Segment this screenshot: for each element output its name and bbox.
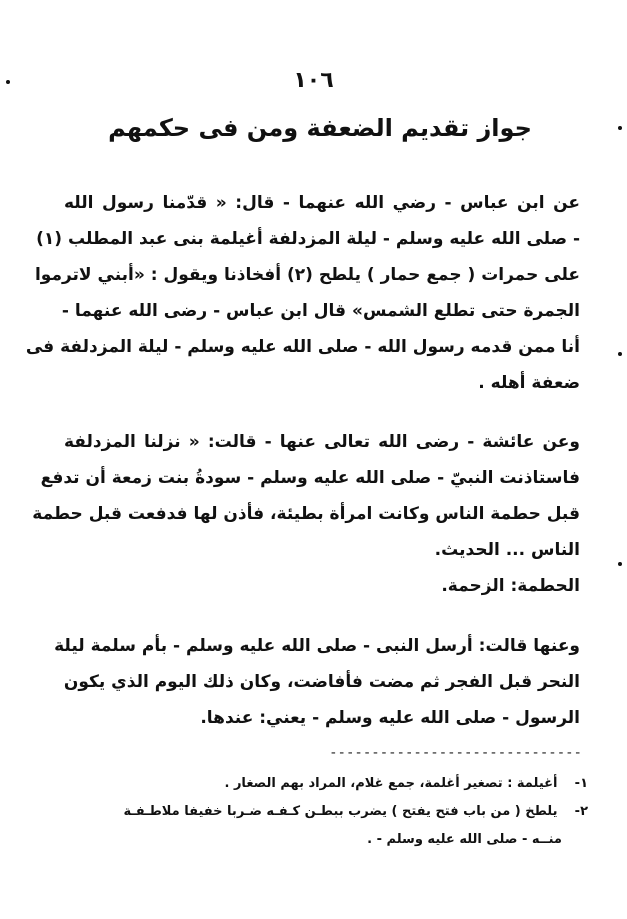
text-line: الناس ... الحديث. <box>434 540 580 560</box>
text-line: وعن عائشة - رضى الله تعالى عنها - قالت: « نزلنا المزدلفة <box>64 432 580 452</box>
footnote-1 <box>60 770 588 798</box>
text-line: - صلى الله عليه وسلم - ليلة المزدلفة أغيلمة بنى عبد المطلب (١) <box>36 229 580 249</box>
footnote-2 <box>60 798 588 826</box>
text-line: على حمرات ( جمع حمار ) يلطح (٢) أفخاذنا ويقول : «أبني لاترموا <box>34 265 580 285</box>
text-line: الرسول - صلى الله عليه وسلم - يعني: عندها. <box>200 708 580 728</box>
text-line: النحر قبل الفجر ثم مضت فأفاضت، وكان ذلك اليوم الذي يكون <box>63 672 580 692</box>
margin-mark <box>618 126 622 130</box>
paragraph-umm-salama <box>54 628 580 736</box>
footnote-number: ٢- <box>574 804 588 819</box>
margin-mark <box>618 352 622 356</box>
margin-mark <box>618 562 622 566</box>
footnote-divider: ------------------------------ <box>329 745 582 761</box>
text-line: عن ابن عباس - رضي الله عنهما - قال: « قدّمنا رسول الله <box>64 193 580 213</box>
text-line: وعنها قالت: أرسل النبى - صلى الله عليه وسلم - بأم سلمة ليلة <box>54 636 580 656</box>
text-line: قبل حطمة الناس وكانت امرأة بطيئة، فأذن لها فدفعت قبل حطمة <box>32 504 580 524</box>
paragraph-aisha <box>32 424 580 604</box>
footnotes <box>60 770 588 854</box>
text-line: فاستاذنت النبيّ - صلى الله عليه وسلم - سودةُ بنت زمعة أن تدفع <box>40 468 580 488</box>
page-number: ١٠٦ <box>293 68 334 93</box>
text-line: الجمرة حتى تطلع الشمس» قال ابن عباس - رضى الله عنهما - <box>61 301 580 321</box>
text-line: ضعفة أهله . <box>478 373 580 393</box>
footnote-2-continuation: منــه - صلى الله عليه وسلم - . <box>367 832 562 847</box>
footnote-text: أغيلمة : تصغير أغلمة، جمع غلام، المراد بهم الصغار . <box>224 776 558 791</box>
text-line: أنا ممن قدمه رسول الله - صلى الله عليه وسلم - ليلة المزدلفة فى <box>25 337 580 357</box>
paragraph-ibn-abbas <box>25 185 580 401</box>
footnote-number: ١- <box>574 776 588 791</box>
text-line: الحطمة: الزحمة. <box>441 576 580 596</box>
chapter-title: جواز تقديم الضعفة ومن فى حكمهم <box>108 114 532 142</box>
footnote-text: يلطخ ( من باب فتح يفتح ) يضرب ببطـن كـفـه ضـربا خفيفا ملاطـفـة <box>123 804 558 819</box>
